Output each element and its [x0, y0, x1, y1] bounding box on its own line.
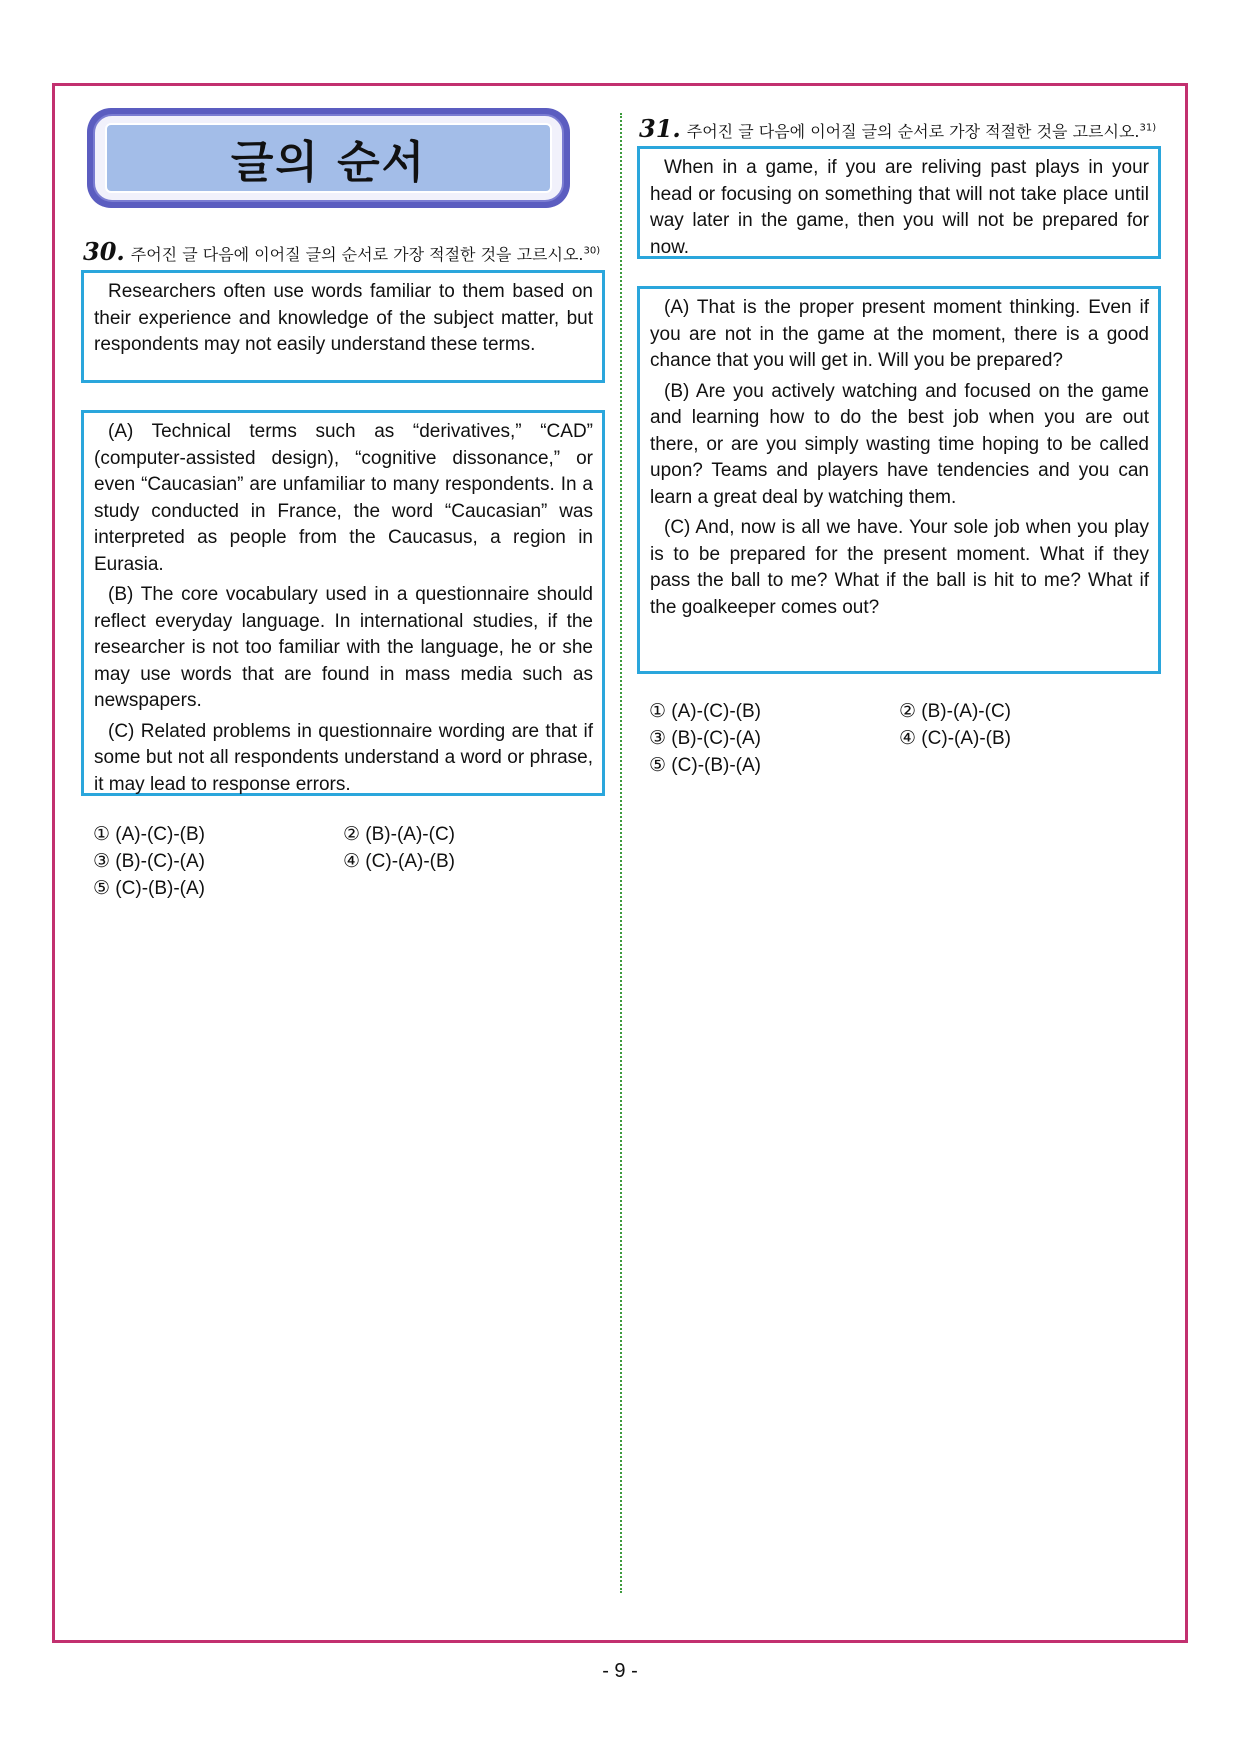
page-number: - 9 -	[602, 1660, 638, 1682]
section-title-badge	[87, 108, 570, 208]
question-30-header	[83, 237, 600, 266]
paragraph-b: (B) Are you actively watching and focused on the game and learning how to do the best job when you are out there, or are you simply wasting time hoping to be called upon? Teams and players have tendencies and you can learn a great deal by watching them.	[650, 380, 1149, 508]
paragraph-a: (A) That is the proper present moment thinking. Even if you are not in the game at the moment, there is a good chance that you will get in. Will you be prepared?	[650, 297, 1149, 371]
choice-5[interactable]: ⑤ (C)-(B)-(A)	[649, 755, 761, 776]
choice-5[interactable]: ⑤ (C)-(B)-(A)	[93, 878, 205, 899]
question-number: 31.	[639, 114, 681, 143]
choice-4[interactable]: ④ (C)-(A)-(B)	[899, 728, 1011, 749]
question-31-choices	[649, 698, 1149, 779]
question-number: 30.	[83, 237, 125, 266]
choice-1[interactable]: ① (A)-(C)-(B)	[649, 701, 761, 722]
question-31-given-text-box	[637, 146, 1161, 259]
paragraph-a: (A) Technical terms such as “derivatives,” “CAD” (computer-assisted design), “cognitive dissonance,” or even “Caucasian” are unfamiliar to many respondents. In a study conducted in France, the word “Caucasian” was interpreted as people from the Caucasus, a region in Eurasia.	[94, 421, 593, 575]
question-instruction: 주어진 글 다음에 이어질 글의 순서로 가장 적절한 것을 고르시오.	[130, 245, 584, 264]
choice-3[interactable]: ③ (B)-(C)-(A)	[649, 728, 761, 749]
footnote-ref: 30)	[583, 245, 601, 257]
footnote-ref: 31)	[1139, 122, 1157, 134]
question-31-paragraphs-box	[637, 286, 1161, 674]
choice-2[interactable]: ② (B)-(A)-(C)	[899, 701, 1011, 722]
question-31-header	[639, 114, 1156, 143]
question-30-paragraphs-box	[81, 410, 605, 796]
choice-3[interactable]: ③ (B)-(C)-(A)	[93, 851, 205, 872]
question-instruction: 주어진 글 다음에 이어질 글의 순서로 가장 적절한 것을 고르시오.	[686, 122, 1140, 141]
paragraph-c: (C) And, now is all we have. Your sole job when you play is to be prepared for the present moment. What if they pass the ball to me? What if the ball is hit to me? What if the goalkeeper comes out?	[650, 517, 1149, 618]
choice-2[interactable]: ② (B)-(A)-(C)	[343, 824, 455, 845]
column-divider	[620, 113, 622, 1593]
choice-4[interactable]: ④ (C)-(A)-(B)	[343, 851, 455, 872]
paragraph-c: (C) Related problems in questionnaire wording are that if some but not all respondents understand a word or phrase, it may lead to response errors.	[94, 720, 593, 795]
choice-1[interactable]: ① (A)-(C)-(B)	[93, 824, 205, 845]
question-30-choices	[93, 821, 593, 902]
section-title-frame	[93, 114, 564, 202]
section-title: 글의 순서	[105, 123, 552, 193]
paragraph-b: (B) The core vocabulary used in a questionnaire should reflect everyday language. In international studies, if the researcher is not too familiar with the language, he or she may use words that are found in mass media such as newspapers.	[94, 584, 593, 711]
given-text: Researchers often use words familiar to them based on their experience and knowledge of the subject matter, but respondents may not easily understand these terms.	[94, 281, 593, 355]
given-text: When in a game, if you are reliving past plays in your head or focusing on something that will not take place until way later in the game, then you will not be prepared for now.	[650, 157, 1149, 258]
question-30-given-text-box	[81, 270, 605, 383]
